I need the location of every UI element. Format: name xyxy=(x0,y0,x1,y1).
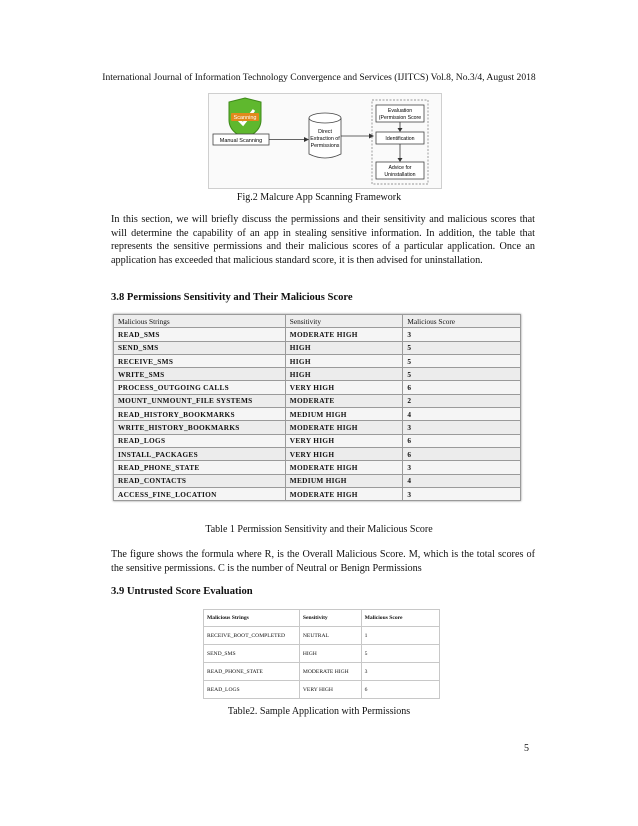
paragraph-intro: In this section, we will briefly discuss the permissions and their sensitivity and malicious scores that will determine the capability of an app in stealing sensitive information. In addition, the table that represents the sensitive permissions and their malicious scores of a particular application. Once an application has exceeded that malicious standard score, it is then advised for uninstallation. xyxy=(111,214,535,267)
table-row xyxy=(114,474,521,487)
table-row xyxy=(204,627,440,645)
sensitivity-cell: HIGH xyxy=(299,645,361,663)
table-row xyxy=(204,663,440,681)
permission-cell: SEND_SMS xyxy=(204,645,300,663)
scanning-badge-label: Scanning xyxy=(233,115,257,121)
table-row xyxy=(114,328,521,341)
score-cell: 5 xyxy=(403,354,521,367)
advice-line-1: Advice for xyxy=(388,165,412,171)
page-number: 5 xyxy=(524,743,529,754)
sensitivity-cell: MEDIUM HIGH xyxy=(285,474,403,487)
score-cell: 4 xyxy=(403,474,521,487)
arrow-head xyxy=(398,128,403,132)
permission-cell: ACCESS_FINE_LOCATION xyxy=(114,487,286,500)
sensitivity-cell: MODERATE xyxy=(285,394,403,407)
table-row xyxy=(114,408,521,421)
table-row xyxy=(114,461,521,474)
score-cell: 5 xyxy=(361,645,439,663)
permission-cell: RECEIVE_SMS xyxy=(114,354,286,367)
score-cell: 5 xyxy=(403,368,521,381)
table-header-row xyxy=(204,610,440,627)
header-cell: Sensitivity xyxy=(285,315,403,328)
sensitivity-cell: VERY HIGH xyxy=(299,681,361,699)
framework-diagram xyxy=(209,94,441,188)
sensitivity-cell: VERY HIGH xyxy=(285,447,403,460)
table-1-caption: Table 1 Permission Sensitivity and their Malicious Score xyxy=(205,524,433,535)
figure-2-caption: Fig.2 Malcure App Scanning Framework xyxy=(236,192,402,203)
table-row xyxy=(114,354,521,367)
table-row xyxy=(204,645,440,663)
score-cell: 5 xyxy=(403,341,521,354)
permission-cell: READ_CONTACTS xyxy=(114,474,286,487)
extract-line-1: Direct xyxy=(318,129,332,135)
sensitivity-cell: HIGH xyxy=(285,368,403,381)
score-cell: 6 xyxy=(403,447,521,460)
permission-cell: WRITE_HISTORY_BOOKMARKS xyxy=(114,421,286,434)
sensitivity-cell: MODERATE HIGH xyxy=(285,461,403,474)
table-2-caption: Table2. Sample Application with Permissions xyxy=(227,706,411,717)
permission-cell: SEND_SMS xyxy=(114,341,286,354)
permission-cell: WRITE_SMS xyxy=(114,368,286,381)
sample-application-table xyxy=(203,609,440,699)
score-cell: 3 xyxy=(361,663,439,681)
score-cell: 1 xyxy=(361,627,439,645)
header-cell: Malicious Score xyxy=(361,610,439,627)
extract-line-3: Permissions xyxy=(310,143,340,149)
header-cell: Malicious Strings xyxy=(114,315,286,328)
header-cell: Malicious Strings xyxy=(204,610,300,627)
permission-cell: READ_HISTORY_BOOKMARKS xyxy=(114,408,286,421)
sensitivity-cell: VERY HIGH xyxy=(285,381,403,394)
paragraph-formula: The figure shows the formula where R, is the Overall Malicious Score. M, which is the total scores of the sensitive permissions. C is the number of Neutral or Benign Permissions xyxy=(111,549,535,574)
sensitivity-cell: MODERATE HIGH xyxy=(285,487,403,500)
table-header-row xyxy=(114,315,521,328)
table-row xyxy=(114,341,521,354)
score-cell: 4 xyxy=(403,408,521,421)
section-heading-3-8: 3.8 Permissions Sensitivity and Their Malicious Score xyxy=(111,292,353,303)
table-row xyxy=(114,394,521,407)
score-cell: 3 xyxy=(403,421,521,434)
identification-label: Identification xyxy=(385,136,415,142)
manual-scanning-label: Manual Scanning xyxy=(219,138,263,144)
permission-cell: READ_SMS xyxy=(114,328,286,341)
extract-line-2: Extraction of xyxy=(310,136,340,142)
header-cell: Sensitivity xyxy=(299,610,361,627)
permission-cell: MOUNT_UNMOUNT_FILE SYSTEMS xyxy=(114,394,286,407)
arrow-head xyxy=(304,137,309,142)
sensitivity-cell: MODERATE HIGH xyxy=(285,328,403,341)
permission-cell: PROCESS_OUTGOING CALLS xyxy=(114,381,286,394)
sensitivity-cell: NEUTRAL xyxy=(299,627,361,645)
section-heading-3-9: 3.9 Untrusted Score Evaluation xyxy=(111,586,253,597)
table-row xyxy=(114,368,521,381)
table-row xyxy=(204,681,440,699)
score-cell: 6 xyxy=(403,434,521,447)
sensitivity-cell: MEDIUM HIGH xyxy=(285,408,403,421)
score-cell: 6 xyxy=(403,381,521,394)
sensitivity-cell: HIGH xyxy=(285,354,403,367)
permission-cell: INSTALL_PACKAGES xyxy=(114,447,286,460)
table-row xyxy=(114,487,521,500)
advice-line-2: Uninstallation xyxy=(384,172,416,178)
arrow-head xyxy=(369,134,374,139)
table-row xyxy=(114,447,521,460)
permission-cell: RECEIVE_BOOT_COMPLETED xyxy=(204,627,300,645)
sensitivity-cell: HIGH xyxy=(285,341,403,354)
table-row xyxy=(114,421,521,434)
score-cell: 2 xyxy=(403,394,521,407)
score-cell: 3 xyxy=(403,461,521,474)
header-cell: Malicious Score xyxy=(403,315,521,328)
sensitivity-cell: MODERATE HIGH xyxy=(299,663,361,681)
permission-cell: READ_PHONE_STATE xyxy=(204,663,300,681)
table-row xyxy=(114,381,521,394)
permissions-table xyxy=(113,314,521,501)
evaluation-line-2: (Permission Score xyxy=(378,115,422,121)
sensitivity-cell: VERY HIGH xyxy=(285,434,403,447)
arrow-head xyxy=(398,158,403,162)
sensitivity-cell: MODERATE HIGH xyxy=(285,421,403,434)
evaluation-line-1: Evaluation xyxy=(387,108,413,114)
score-cell: 3 xyxy=(403,328,521,341)
figure-2-diagram xyxy=(208,93,442,189)
permission-cell: READ_PHONE_STATE xyxy=(114,461,286,474)
running-header: International Journal of Information Technology Convergence and Services (IJITCS) Vol.8, No.3/4, August 2018 xyxy=(102,72,536,83)
score-cell: 3 xyxy=(403,487,521,500)
table-row xyxy=(114,434,521,447)
permission-cell: READ_LOGS xyxy=(204,681,300,699)
permission-cell: READ_LOGS xyxy=(114,434,286,447)
score-cell: 6 xyxy=(361,681,439,699)
